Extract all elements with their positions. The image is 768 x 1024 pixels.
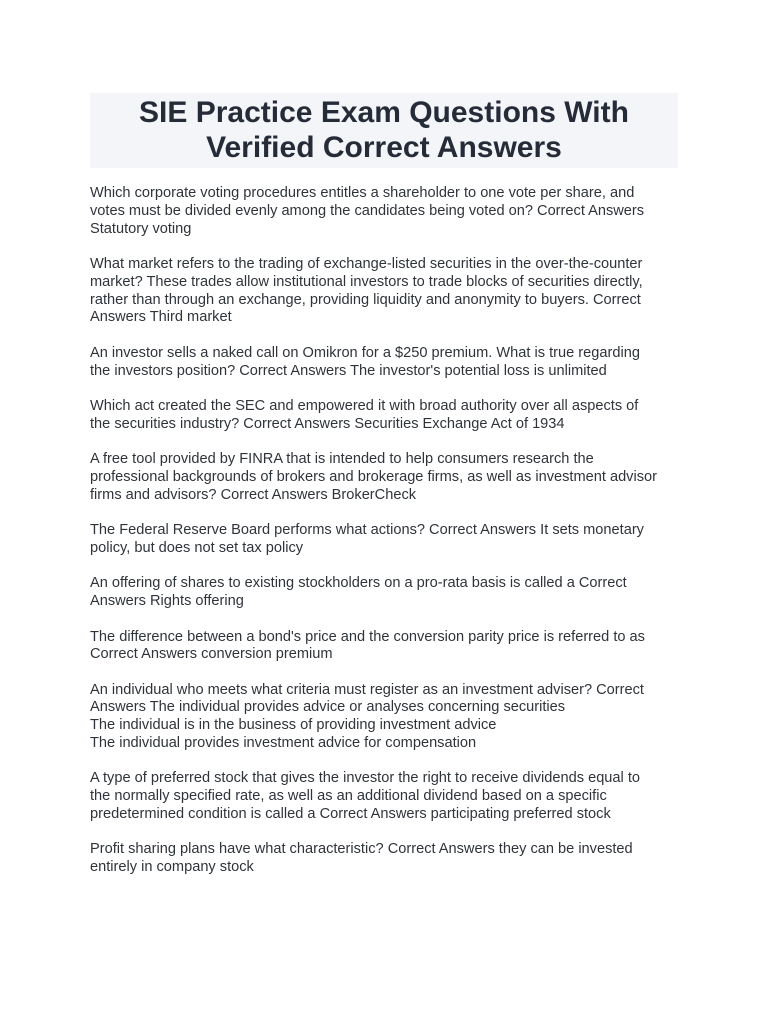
question-answer-paragraph [90, 256, 678, 327]
title-line-1: SIE Practice Exam Questions With [139, 96, 629, 129]
paragraph-line: Statutory voting [90, 220, 192, 237]
paragraph-line: The Federal Reserve Board performs what actions? Correct Answers It sets monetary [90, 522, 644, 539]
paragraph-line: entirely in company stock [90, 859, 254, 876]
paragraph-line: A free tool provided by FINRA that is intended to help consumers research the [90, 451, 594, 468]
paragraph-line: An investor sells a naked call on Omikron for a $250 premium. What is true regarding [90, 344, 640, 361]
question-answer-paragraph [90, 682, 678, 753]
paragraph-line: predetermined condition is called a Correct Answers participating preferred stock [90, 806, 611, 823]
question-answer-paragraph [90, 451, 678, 504]
paragraph-line: An offering of shares to existing stockholders on a pro-rata basis is called a Correct [90, 575, 627, 592]
question-answer-paragraph [90, 398, 678, 434]
paragraph-line: What market refers to the trading of exchange-listed securities in the over-the-counter [90, 255, 643, 272]
paragraph-line: Answers Rights offering [90, 593, 244, 610]
paragraph-line: market? These trades allow institutional investors to trade blocks of securities directly, [90, 273, 643, 290]
paragraph-line: the normally specified rate, as well as an additional dividend based on a specific [90, 788, 607, 805]
paragraph-line: professional backgrounds of brokers and brokerage firms, as well as investment advisor [90, 468, 657, 485]
paragraph-line: Answers Third market [90, 309, 232, 326]
question-answer-paragraph [90, 522, 678, 558]
question-answer-paragraph [90, 345, 678, 381]
paragraph-line: Profit sharing plans have what characteristic? Correct Answers they can be invested [90, 841, 633, 858]
title-line-2: Verified Correct Answers [206, 131, 562, 164]
question-answer-paragraph [90, 629, 678, 665]
paragraph-line: An individual who meets what criteria must register as an investment adviser? Correct [90, 681, 644, 698]
paragraph-line: firms and advisors? Correct Answers BrokerCheck [90, 486, 417, 503]
document-title [96, 95, 672, 165]
paragraph-line: policy, but does not set tax policy [90, 539, 304, 556]
question-answer-paragraph [90, 185, 678, 238]
paragraph-line: The individual is in the business of providing investment advice [90, 717, 497, 734]
paragraph-line: Correct Answers conversion premium [90, 646, 333, 663]
question-answer-paragraph [90, 575, 678, 611]
question-answer-list [90, 185, 678, 877]
paragraph-line: Which corporate voting procedures entitles a shareholder to one vote per share, and [90, 185, 635, 201]
paragraph-line: the investors position? Correct Answers The investor's potential loss is unlimited [90, 362, 607, 379]
paragraph-line: votes must be divided evenly among the candidates being voted on? Correct Answers [90, 202, 645, 219]
title-banner [90, 93, 678, 168]
paragraph-line: The individual provides investment advice for compensation [90, 735, 477, 752]
question-answer-paragraph [90, 770, 678, 823]
paragraph-line: Answers The individual provides advice or analyses concerning securities [90, 699, 566, 716]
document-page [90, 93, 678, 895]
paragraph-line: Which act created the SEC and empowered it with broad authority over all aspects of [90, 397, 639, 414]
paragraph-line: The difference between a bond's price and the conversion parity price is referred to as [90, 628, 645, 645]
paragraph-line: A type of preferred stock that gives the investor the right to receive dividends equal to [90, 770, 641, 787]
paragraph-line: the securities industry? Correct Answers Securities Exchange Act of 1934 [90, 415, 565, 432]
question-answer-paragraph [90, 841, 678, 877]
paragraph-line: rather than through an exchange, providing liquidity and anonymity to buyers. Correct [90, 291, 641, 308]
